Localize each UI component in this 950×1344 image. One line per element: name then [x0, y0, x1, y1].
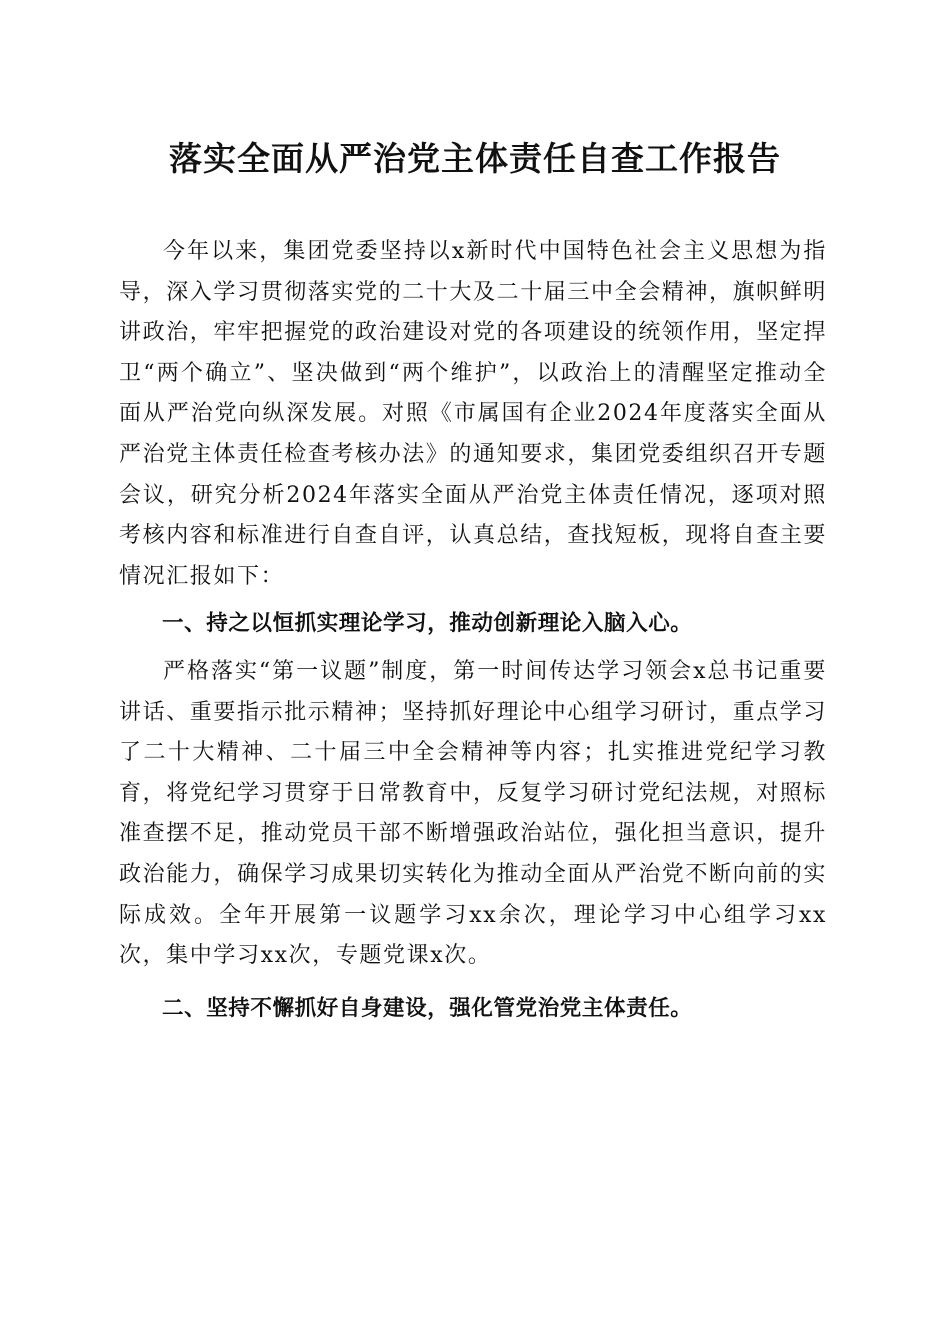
section-1-body: 严格落实“第一议题”制度，第一时间传达学习领会x总书记重要讲话、重要指示批示精神；坚持抓好理论中心组学习研讨，重点学习了二十大精神、二十届三中全会精神等内容；扎实推进党纪学习教育，将党纪学习贯穿于日常教育中，反复学习研讨党纪法规，对照标准查摆不足，推动党员干部不断增强政治站位，强化担当意识，提升政治能力，确保学习成果切实转化为推动全面从严治党不断向前的实际成效。全年开展第一议题学习xx余次，理论学习中心组学习xx次，集中学习xx次，专题党课x次。: [119, 658, 828, 969]
section-2-heading: 二、坚持不懈抓好自身建设，强化管党治党主体责任。: [162, 995, 693, 1021]
intro-paragraph: 今年以来，集团党委坚持以x新时代中国特色社会主义思想为指导，深入学习贯彻落实党的二十大及二十届三中全会精神，旗帜鲜明讲政治，牢牢把握党的政治建设对党的各项建设的统领作用，坚定捍卫“两个确立”、坚决做到“两个维护”，以政治上的清醒坚定推动全面从严治党向纵深发展。对照《市属国有企业2024年度落实全面从严治党主体责任检查考核办法》的通知要求，集团党委组织召开专题会议，研究分析2024年落实全面从严治党主体责任情况，逐项对照考核内容和标准进行自查自评，认真总结，查找短板，现将自查主要情况汇报如下：: [119, 239, 828, 589]
section-1-heading: 一、持之以恒抓实理论学习，推动创新理论入脑入心。: [162, 611, 693, 637]
document-body: [119, 232, 827, 1029]
document-title: 落实全面从严治党主体责任自查工作报告: [169, 139, 781, 178]
